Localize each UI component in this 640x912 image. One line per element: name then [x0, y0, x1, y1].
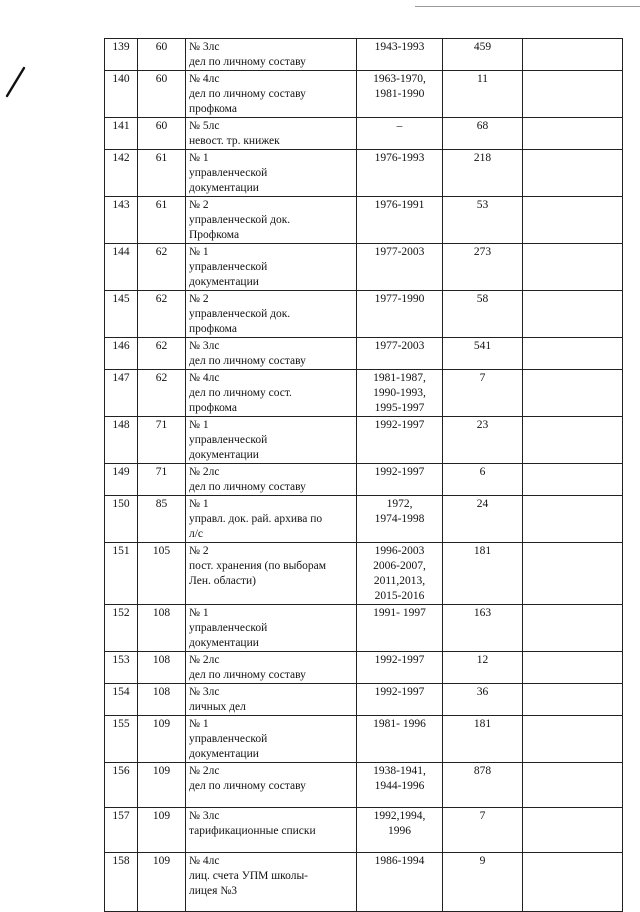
date-line: 1976-1991 [374, 199, 425, 211]
page-top-rule [415, 6, 640, 7]
note-cell [523, 150, 623, 197]
inventory-description-cell [186, 684, 357, 716]
date-line: 1992,1994, [373, 810, 426, 822]
fond-number-cell: 60 [138, 71, 186, 118]
note-cell [523, 291, 623, 338]
description-line: дел по личному составу [189, 780, 306, 792]
description-line: профкома [189, 402, 237, 414]
note-cell [523, 605, 623, 652]
table-row [105, 464, 623, 496]
date-range-cell [357, 464, 443, 496]
fond-number-cell: 109 [138, 853, 186, 912]
date-line: 1992-1997 [374, 419, 425, 431]
date-range-cell [357, 118, 443, 150]
date-range-cell [357, 338, 443, 370]
note-cell [523, 716, 623, 763]
description-line: управленческой док. [189, 308, 291, 320]
fond-number-cell: 62 [138, 291, 186, 338]
inventory-description-cell [186, 716, 357, 763]
description-line: лицея №3 [189, 885, 238, 897]
row-number-cell: 156 [105, 763, 138, 808]
note-cell [523, 338, 623, 370]
table-row [105, 543, 623, 605]
description-line: л/с [189, 528, 204, 540]
description-line: дел по личному сост. [189, 387, 292, 399]
description-line: личных дел [189, 701, 246, 713]
table-row [105, 338, 623, 370]
fond-number-cell: 60 [138, 118, 186, 150]
description-line: управленческой [189, 167, 268, 179]
description-line: № 1 [189, 718, 209, 730]
file-count-cell: 218 [443, 150, 523, 197]
note-cell [523, 763, 623, 808]
table-row [105, 763, 623, 808]
fond-number-cell: 60 [138, 39, 186, 71]
note-cell [523, 543, 623, 605]
date-line: 1963-1970, [373, 73, 426, 85]
table-row [105, 197, 623, 244]
description-line: № 2лс [189, 466, 220, 478]
description-line: № 1 [189, 246, 209, 258]
inventory-description-cell [186, 244, 357, 291]
fond-number-cell: 108 [138, 652, 186, 684]
date-range-cell [357, 543, 443, 605]
row-number-cell: 150 [105, 496, 138, 543]
fond-number-cell: 71 [138, 417, 186, 464]
row-number-cell: 147 [105, 370, 138, 417]
fond-number-cell: 108 [138, 684, 186, 716]
description-line: Профкома [189, 229, 240, 241]
description-line: № 3лс [189, 340, 220, 352]
table-body [105, 39, 623, 912]
date-line: 1986-1994 [374, 855, 425, 867]
note-cell [523, 464, 623, 496]
file-count-cell: 459 [443, 39, 523, 71]
date-line: 2015-2016 [374, 590, 425, 602]
row-number-cell: 158 [105, 853, 138, 912]
row-number-cell: 149 [105, 464, 138, 496]
file-count-cell: 68 [443, 118, 523, 150]
description-line: документации [189, 449, 259, 461]
description-line: дел по личному составу [189, 88, 306, 100]
row-number-cell: 153 [105, 652, 138, 684]
table-row [105, 808, 623, 853]
file-count-cell: 6 [443, 464, 523, 496]
file-count-cell: 541 [443, 338, 523, 370]
file-count-cell: 7 [443, 370, 523, 417]
description-line: документации [189, 637, 259, 649]
description-line: управленческой [189, 261, 268, 273]
note-cell [523, 417, 623, 464]
table-row [105, 716, 623, 763]
table-row [105, 150, 623, 197]
date-line: 1977-1990 [374, 293, 425, 305]
description-line: № 2лс [189, 654, 220, 666]
description-line: управленческой [189, 434, 268, 446]
note-cell [523, 39, 623, 71]
row-number-cell: 148 [105, 417, 138, 464]
note-cell [523, 244, 623, 291]
row-number-cell: 139 [105, 39, 138, 71]
date-line: 1944-1996 [374, 780, 425, 792]
date-line: 1938-1941, [373, 765, 426, 777]
date-line: – [396, 120, 403, 132]
file-count-cell: 36 [443, 684, 523, 716]
inventory-description-cell [186, 763, 357, 808]
row-number-cell: 154 [105, 684, 138, 716]
date-range-cell [357, 605, 443, 652]
date-line: 1981-1990 [374, 88, 425, 100]
date-range-cell [357, 496, 443, 543]
note-cell [523, 197, 623, 244]
date-range-cell [357, 716, 443, 763]
description-line: управленческой [189, 622, 268, 634]
table-row [105, 39, 623, 71]
description-line: профкома [189, 323, 237, 335]
file-count-cell: 12 [443, 652, 523, 684]
inventory-description-cell [186, 808, 357, 853]
description-line: управленческой док. [189, 214, 291, 226]
file-count-cell: 11 [443, 71, 523, 118]
date-line: 1992-1997 [374, 654, 425, 666]
description-line: № 1 [189, 498, 209, 510]
description-line: документации [189, 748, 259, 760]
description-line: № 1 [189, 607, 209, 619]
date-line: 2011,2013, [373, 575, 426, 587]
description-line: дел по личному составу [189, 481, 306, 493]
date-line: 1996 [388, 825, 411, 837]
description-line: профкома [189, 103, 237, 115]
date-line: 1996-2003 [374, 545, 425, 557]
file-count-cell: 24 [443, 496, 523, 543]
description-line: № 3лс [189, 41, 220, 53]
date-line: 1977-2003 [374, 340, 425, 352]
row-number-cell: 142 [105, 150, 138, 197]
description-line: лиц. счета УПМ школы- [189, 870, 309, 882]
date-line: 1992-1997 [374, 466, 425, 478]
table-row [105, 417, 623, 464]
table-row [105, 244, 623, 291]
inventory-description-cell [186, 150, 357, 197]
description-line: № 1 [189, 419, 209, 431]
row-number-cell: 155 [105, 716, 138, 763]
file-count-cell: 878 [443, 763, 523, 808]
fond-number-cell: 109 [138, 808, 186, 853]
table-row [105, 496, 623, 543]
description-line: № 5лс [189, 120, 220, 132]
file-count-cell: 181 [443, 543, 523, 605]
description-line: № 3лс [189, 810, 220, 822]
description-line: № 3лс [189, 686, 220, 698]
note-cell [523, 118, 623, 150]
inventory-description-cell [186, 652, 357, 684]
file-count-cell: 23 [443, 417, 523, 464]
row-number-cell: 145 [105, 291, 138, 338]
fond-number-cell: 61 [138, 150, 186, 197]
fond-number-cell: 62 [138, 370, 186, 417]
description-line: управленческой [189, 733, 268, 745]
note-cell [523, 853, 623, 912]
note-cell [523, 71, 623, 118]
date-line: 1981- 1996 [373, 718, 426, 730]
inventory-description-cell [186, 118, 357, 150]
fond-number-cell: 62 [138, 338, 186, 370]
date-range-cell [357, 197, 443, 244]
table-row [105, 71, 623, 118]
date-range-cell [357, 417, 443, 464]
file-count-cell: 58 [443, 291, 523, 338]
table-row [105, 684, 623, 716]
fond-number-cell: 109 [138, 763, 186, 808]
row-number-cell: 146 [105, 338, 138, 370]
fond-number-cell: 85 [138, 496, 186, 543]
date-range-cell [357, 150, 443, 197]
file-count-cell: 7 [443, 808, 523, 853]
date-range-cell [357, 370, 443, 417]
file-count-cell: 163 [443, 605, 523, 652]
description-line: № 2лс [189, 765, 220, 777]
note-cell [523, 652, 623, 684]
fond-number-cell: 61 [138, 197, 186, 244]
file-count-cell: 9 [443, 853, 523, 912]
table-row [105, 652, 623, 684]
inventory-description-cell [186, 197, 357, 244]
date-line: 1943-1993 [374, 41, 425, 53]
date-range-cell [357, 853, 443, 912]
inventory-description-cell [186, 71, 357, 118]
date-range-cell [357, 763, 443, 808]
date-line: 1995-1997 [374, 402, 425, 414]
inventory-description-cell [186, 464, 357, 496]
description-line: управл. док. рай. архива по [189, 513, 323, 525]
inventory-description-cell [186, 39, 357, 71]
note-cell [523, 496, 623, 543]
fond-number-cell: 109 [138, 716, 186, 763]
inventory-description-cell [186, 370, 357, 417]
row-number-cell: 143 [105, 197, 138, 244]
row-number-cell: 144 [105, 244, 138, 291]
description-line: дел по личному составу [189, 56, 306, 68]
archive-fonds-table [104, 38, 623, 912]
file-count-cell: 181 [443, 716, 523, 763]
row-number-cell: 152 [105, 605, 138, 652]
description-line: № 2 [189, 199, 209, 211]
note-cell [523, 370, 623, 417]
date-line: 1976-1993 [374, 152, 425, 164]
date-range-cell [357, 71, 443, 118]
date-line: 1977-2003 [374, 246, 425, 258]
inventory-description-cell [186, 853, 357, 912]
inventory-description-cell [186, 338, 357, 370]
description-line: Лен. области) [189, 575, 257, 587]
date-range-cell [357, 684, 443, 716]
date-range-cell [357, 808, 443, 853]
table-row [105, 291, 623, 338]
date-range-cell [357, 39, 443, 71]
description-line: № 4лс [189, 372, 220, 384]
date-range-cell [357, 652, 443, 684]
inventory-description-cell [186, 543, 357, 605]
date-line: 1991- 1997 [373, 607, 426, 619]
description-line: № 4лс [189, 73, 220, 85]
inventory-description-cell [186, 605, 357, 652]
row-number-cell: 151 [105, 543, 138, 605]
table-row [105, 853, 623, 912]
date-line: 1974-1998 [374, 513, 425, 525]
date-line: 2006-2007, [373, 560, 426, 572]
date-line: 1992-1997 [374, 686, 425, 698]
table-row [105, 370, 623, 417]
inventory-description-cell [186, 496, 357, 543]
row-number-cell: 157 [105, 808, 138, 853]
description-line: документации [189, 276, 259, 288]
file-count-cell: 53 [443, 197, 523, 244]
inventory-description-cell [186, 417, 357, 464]
description-line: документации [189, 182, 259, 194]
row-number-cell: 141 [105, 118, 138, 150]
margin-pen-mark [4, 66, 26, 98]
note-cell [523, 808, 623, 853]
description-line: № 4лс [189, 855, 220, 867]
table-row [105, 118, 623, 150]
date-line: 1981-1987, [373, 372, 426, 384]
description-line: дел по личному составу [189, 669, 306, 681]
description-line: дел по личному составу [189, 355, 306, 367]
fond-number-cell: 62 [138, 244, 186, 291]
description-line: пост. хранения (по выборам [189, 560, 327, 572]
description-line: № 1 [189, 152, 209, 164]
fond-number-cell: 108 [138, 605, 186, 652]
date-line: 1972, [386, 498, 413, 510]
date-line: 1990-1993, [373, 387, 426, 399]
description-line: № 2 [189, 545, 209, 557]
row-number-cell: 140 [105, 71, 138, 118]
table-row [105, 605, 623, 652]
description-line: невост. тр. книжек [189, 135, 280, 147]
fond-number-cell: 105 [138, 543, 186, 605]
file-count-cell: 273 [443, 244, 523, 291]
description-line: № 2 [189, 293, 209, 305]
fond-number-cell: 71 [138, 464, 186, 496]
inventory-description-cell [186, 291, 357, 338]
description-line: тарификационные списки [189, 825, 316, 837]
date-range-cell [357, 244, 443, 291]
date-range-cell [357, 291, 443, 338]
note-cell [523, 684, 623, 716]
